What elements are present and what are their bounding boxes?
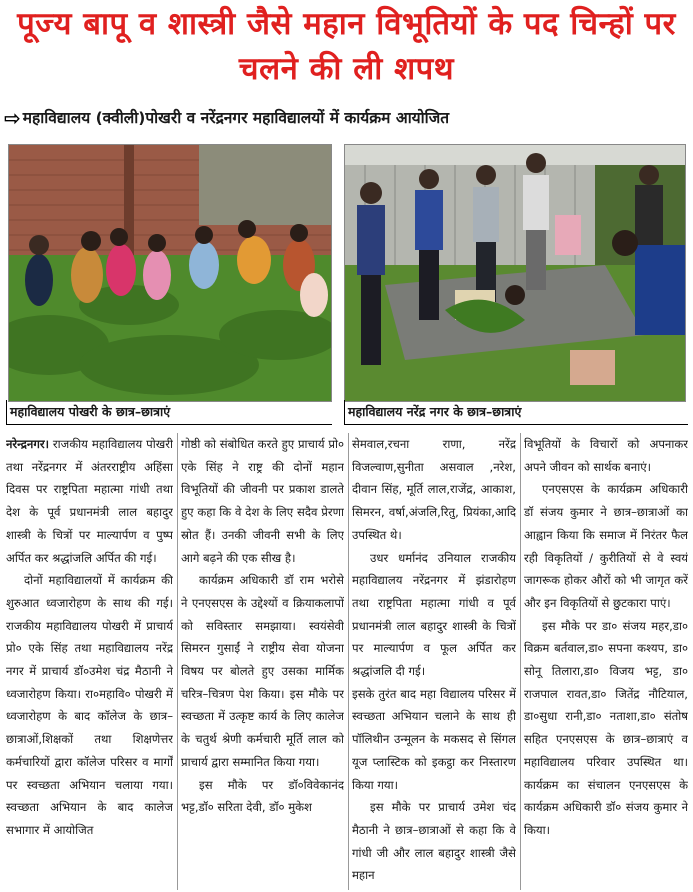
paragraph: उधर धर्मानंद उनियाल राजकीय महाविद्यालय नरेंद्रनगर में झंडारोहण तथा राष्ट्रपिता महात्मा गांधी व पूर्व प्रधानमंत्री लाल बहादुर शास्त्री के चित्रों पर माल्यार्पण व फूल अर्पित कर श्रद्धांजलि दी गई। bbox=[352, 550, 516, 679]
article-column-1 bbox=[6, 433, 173, 890]
paragraph: राजकीय महाविद्यालय पोखरी तथा नरेंद्रनगर में अंतरराष्ट्रीय अहिंसा दिवस पर राष्ट्रपिता महात्मा गांधी तथा देश के पूर्व प्रधानमंत्री लाल बहादुर शास्त्री के चित्रों पर माल्यार्पण व पुष्प अर्पित कर श्रद्धांजलि अर्पित की गई। bbox=[6, 437, 173, 565]
paragraph: इस मौके पर प्राचार्य उमेश चंद मैठानी ने छात्र–छात्राओं से कहा कि वे गांधी जी और लाल बहादुर शास्त्री जैसे महान bbox=[352, 800, 516, 883]
paragraph: कार्यक्रम अधिकारी डॉ राम भरोसे ने एनएसएस के उद्देश्यों व क्रियाकलापों को सविस्तार समझाया। स्वयंसेवी सिमरन गुसाईं ने राष्ट्रीय सेवा योजना विषय पर बोलते हुए उसका मार्मिक चरित्र–चित्रण पेश किया। इस मौके पर स्वच्छता में उत्कृष्ट कार्य के लिए कालेज के चतुर्थ श्रेणी कर्मचारी मूर्ति लाल को प्राचार्य द्वारा सम्मानित किया गया। bbox=[181, 573, 344, 769]
article-column-4 bbox=[520, 433, 688, 890]
subheadline bbox=[4, 104, 689, 132]
photo-caption-narendranagar: महाविद्यालय नरेंद्र नगर के छात्र–छात्राएं bbox=[344, 400, 688, 425]
right-arrow-icon: ⇨ bbox=[4, 106, 21, 130]
dateline: नरेन्द्रनगर। bbox=[6, 437, 50, 451]
paragraph: दोनों महाविद्यालयों में कार्यक्रम की शुरुआत ध्वजारोहण के साथ की गई। राजकीय महाविद्यालय पोखरी में प्राचार्य प्रो० एके सिंह तथा महाविद्यालय नरेंद्र नगर में प्राचार्य डॉ०उमेश चंद्र मैठानी ने ध्वजारोहण किया। रा०महावि० पोखरी में ध्वजारोहण के बाद कॉलेज के छात्र–छात्राओं,शिक्षकों तथा शिक्षणेत्तर कर्मचारियों द्वारा कॉलेज परिसर व मार्गों पर स्वच्छता अभियान चलाया गया। स्वच्छता अभियान के बाद कालेज सभागार में आयोजित bbox=[6, 573, 173, 837]
paragraph: इस मौके पर डॉ०विवेकानंद भट्ट,डॉ० सरिता देवी, डॉ० मुकेश bbox=[181, 777, 344, 815]
article-column-3 bbox=[348, 433, 516, 890]
photo-pokhari-students bbox=[8, 144, 332, 402]
article-column-2 bbox=[177, 433, 344, 890]
paragraph: इसके तुरंत बाद महा विद्यालय परिसर में स्वच्छता अभियान चलाने के साथ ही पॉलिथीन उन्मूलन के मकसद से सिंगल यूज प्लास्टिक को इकट्ठा कर निस्तारण किया गया। bbox=[352, 686, 516, 792]
paragraph: सेमवाल,रचना राणा, नरेंद्र विजल्वाण,सुनीता असवाल ,नरेश, दीवान सिंह, मूर्ति लाल,राजेंद्र, आकाश, सिमरन, वर्षा,अंजलि,रितु, प्रियंका,आदि उपस्थित थे। bbox=[352, 437, 516, 542]
paragraph: एनएसएस के कार्यक्रम अधिकारी डॉ संजय कुमार ने छात्र–छात्राओं का आह्वान किया कि समाज में निरंतर फैल रही विकृतियों / कुरीतियों से वे स्वयं जागरूक होकर औरों को भी जागृत करें और इन विकृतियों से छुटकारा पाएं। bbox=[524, 482, 688, 610]
subheadline-text: महाविद्यालय (क्वीली)पोखरी व नरेंद्रनगर महाविद्यालयों में कार्यक्रम आयोजित bbox=[22, 109, 450, 127]
paragraph: इस मौके पर डा० संजय महर,डा० विक्रम बर्तवाल,डा० सपना कश्यप, डा० सोनू तिलारा,डा० विजय भट्ट, डा० राजपाल रावत,डा० जितेंद्र नौटियाल, डा०सुधा रानी,डा० नताशा,डा० संतोष सहित एनएसएस के छात्र–छात्राएं व महाविद्यालय परिवार उपस्थित था। कार्यक्रम का संचालन एनएसएस के कार्यक्रम अधिकारी डॉ० संजय कुमार ने किया। bbox=[524, 618, 688, 837]
article-body bbox=[6, 433, 688, 890]
paragraph: विभूतियों के विचारों को अपनाकर अपने जीवन को सार्थक बनाएं। bbox=[524, 437, 688, 474]
paragraph: गोष्ठी को संबोधित करते हुए प्राचार्य प्रो० एके सिंह ने राष्ट्र की दोनों महान विभूतियों की जीवनी पर प्रकाश डालते हुए कहा कि वे देश के लिए सदैव प्रेरणा स्रोत हैं। उनकी जीवनी सभी के लिए आगे बढ़ने की एक सीख है। bbox=[181, 437, 344, 565]
headline: पूज्य बापू व शास्त्री जैसे महान विभूतियों के पद चिन्हों पर चलने की ली शपथ bbox=[17, 6, 676, 87]
photo-caption-pokhari: महाविद्यालय पोखरी के छात्र–छात्राएं bbox=[6, 400, 332, 425]
photo-narendranagar-students bbox=[344, 144, 686, 402]
